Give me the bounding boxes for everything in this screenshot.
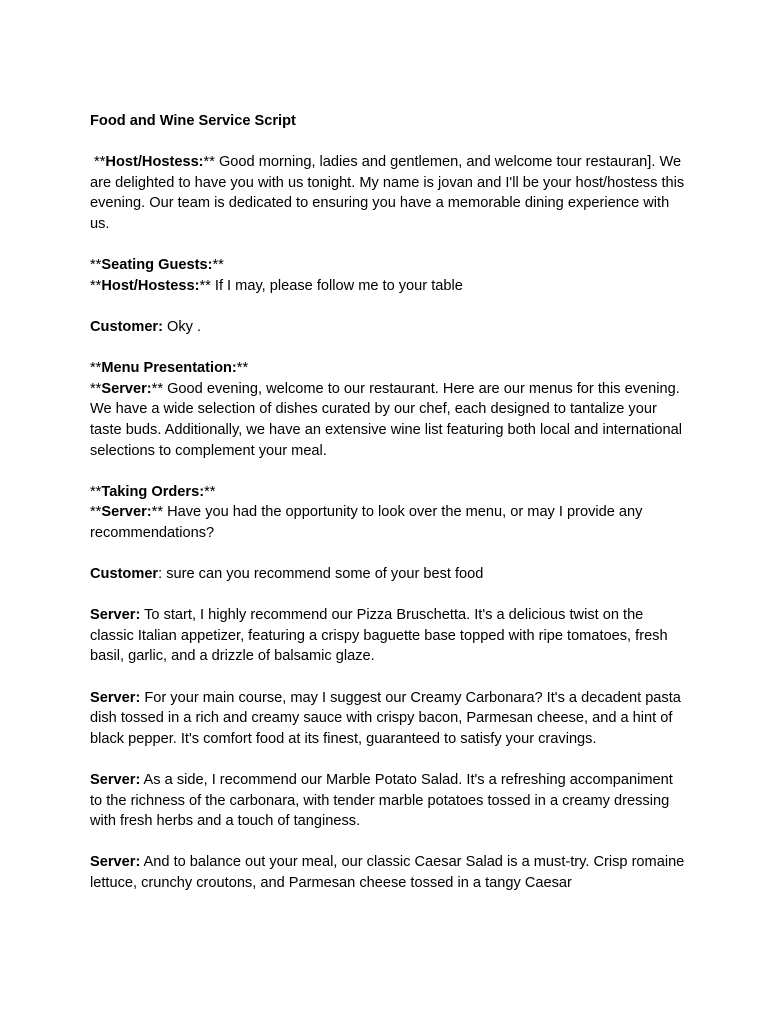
orders-heading: Taking Orders:: [101, 483, 205, 500]
customer-2-speaker: Customer: [90, 566, 159, 583]
document-body: [90, 111, 685, 914]
server-recommendation-3: [90, 770, 685, 832]
seating-section: [90, 255, 685, 296]
server-2-text: For your main course, may I suggest our Creamy Carbonara? It's a decadent pasta dish tossed in a rich and creamy sauce with crispy bacon, Parmesan cheese, and a hint of black pepper. It's comfort food at its finest, guaranteed to satisfy your cravings.: [90, 689, 681, 747]
seating-heading-post: **: [212, 257, 224, 274]
server-3-text: As a side, I recommend our Marble Potato Salad. It's a refreshing accompaniment to the richness of the carbonara, with tender marble potatoes tossed in a creamy dressing with fresh herbs and a touch of tanginess.: [90, 772, 673, 830]
intro-marker: **: [90, 154, 106, 171]
seating-heading-line: [90, 255, 685, 276]
intro-paragraph: [90, 152, 685, 234]
customer-2-text: : sure can you recommend some of your best food: [158, 566, 484, 583]
intro-text: ** Good morning, ladies and gentlemen, and welcome tour restauran]. We are delighted to have you with us tonight. My name is jovan and I'll be your host/hostess this evening. Our team is dedicated to ensuring you have a memorable dining experience with us.: [90, 154, 685, 232]
menu-line-pre: **: [90, 380, 102, 397]
orders-dialogue: [90, 502, 685, 543]
menu-heading-pre: **: [90, 360, 102, 377]
menu-section: [90, 358, 685, 461]
seating-dialogue: [90, 276, 685, 297]
orders-heading-post: **: [204, 483, 216, 500]
menu-heading: Menu Presentation:: [101, 360, 237, 377]
customer-1-speaker: Customer:: [90, 318, 163, 335]
seating-heading: Seating Guests:: [101, 257, 213, 274]
server-2-speaker: Server:: [90, 689, 141, 706]
menu-speaker: Server:: [101, 380, 152, 397]
orders-heading-line: [90, 482, 685, 503]
server-3-speaker: Server:: [90, 772, 141, 788]
server-recommendation-2: [90, 688, 685, 750]
customer-reply-1: [90, 317, 685, 338]
orders-heading-pre: **: [90, 483, 102, 500]
customer-reply-2: [90, 564, 685, 585]
seating-text: ** If I may, please follow me to your table: [199, 277, 463, 294]
seating-heading-pre: **: [90, 257, 102, 274]
menu-heading-line: [90, 358, 685, 379]
seating-speaker: Host/Hostess:: [101, 277, 200, 294]
menu-heading-post: **: [236, 360, 249, 377]
intro-speaker: Host/Hostess:: [105, 154, 204, 171]
menu-text: ** Good evening, welcome to our restaurant. Here are our menus for this evening. We have a wide selection of dishes curated by our chef, each designed to tantalize your taste buds. Additionally, we have an extensive wine list featuring both local and international selections to complement your meal.: [90, 380, 682, 459]
customer-1-text: Oky .: [162, 318, 202, 335]
server-1-text: To start, I highly recommend our Pizza Bruschetta. It's a delicious twist on the classic Italian appetizer, featuring a crispy baguette base topped with ripe tomatoes, fresh basil, garlic, and a drizzle of balsamic glaze.: [90, 607, 668, 665]
orders-text: ** Have you had the opportunity to look over the menu, or may I provide any recommendations?: [90, 504, 643, 541]
server-1-speaker: Server:: [90, 607, 141, 624]
orders-speaker: Server:: [101, 504, 152, 521]
server-4-text: And to balance out your meal, our classic Caesar Salad is a must-try. Crisp romaine lettuce, crunchy croutons, and Parmesan cheese tossed in a tangy Caesar: [90, 854, 685, 891]
server-recommendation-1: [90, 605, 685, 667]
server-recommendation-4: [90, 852, 685, 893]
menu-dialogue: [90, 379, 685, 461]
server-4-speaker: Server:: [90, 854, 141, 871]
orders-line-pre: **: [90, 504, 102, 521]
orders-section: [90, 482, 685, 544]
seating-line-pre: **: [90, 277, 102, 294]
document-title: Food and Wine Service Script: [90, 113, 296, 129]
